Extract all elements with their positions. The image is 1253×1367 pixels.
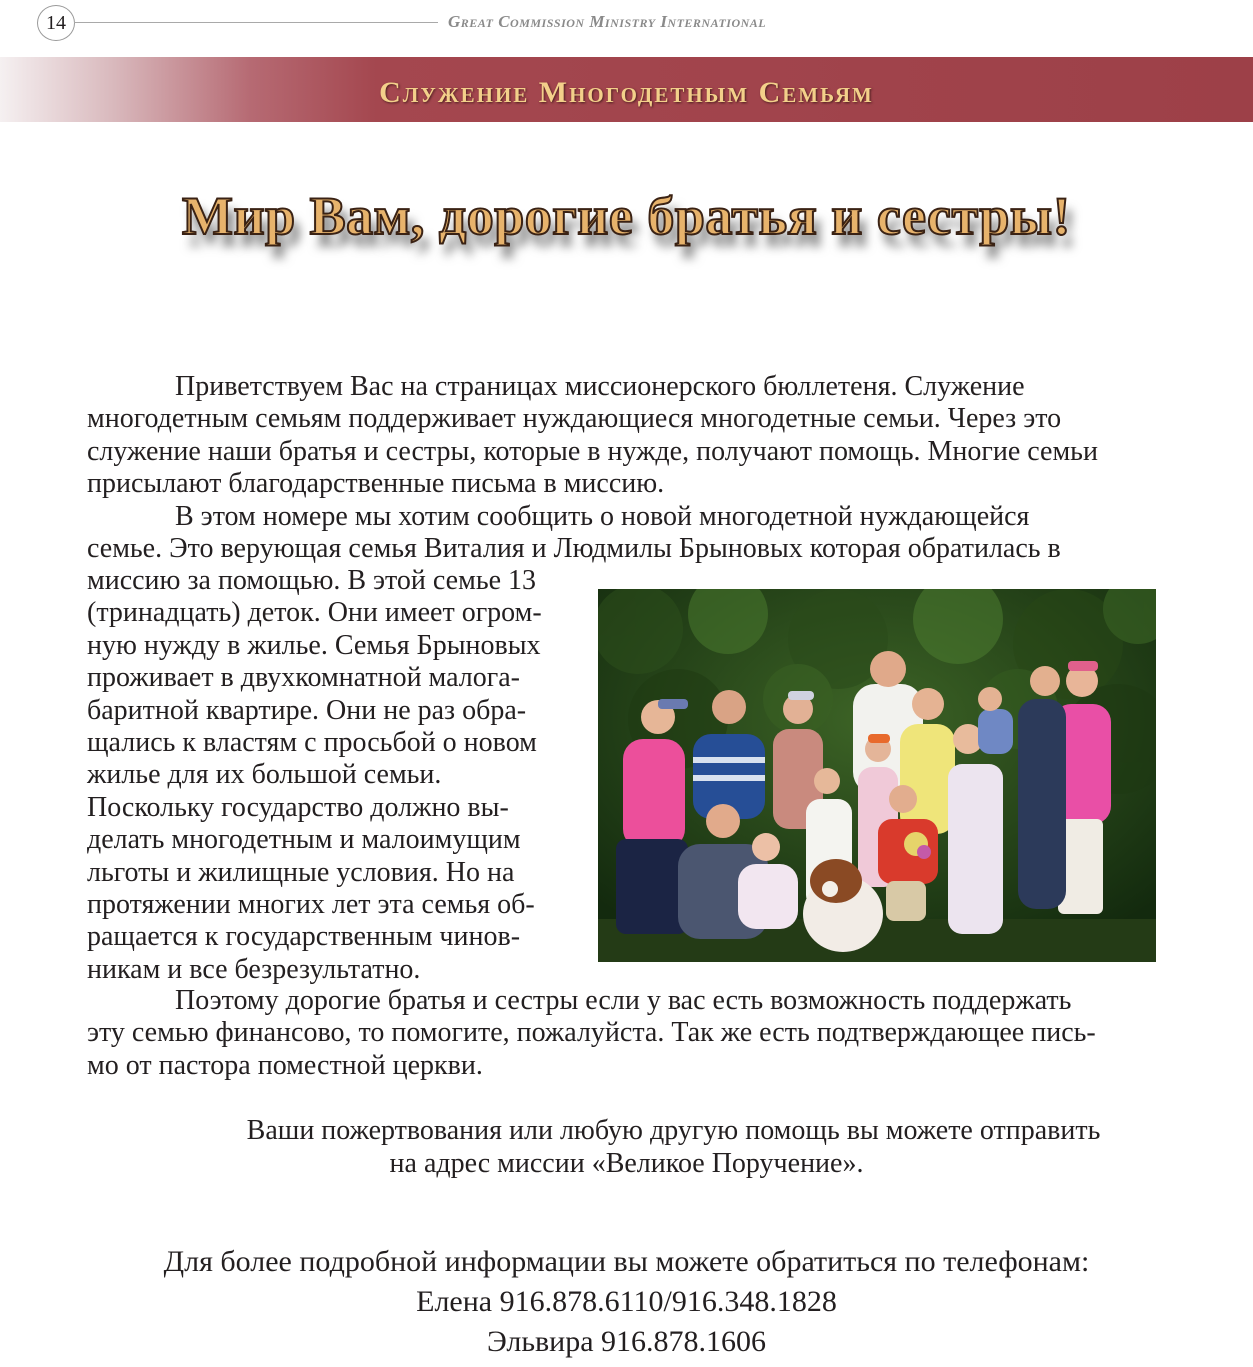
- text-line: жилье для их большой семьи.: [87, 759, 442, 791]
- text-line: присылают благодарственные письма в миссию.: [87, 468, 665, 500]
- text-line: семье. Это верующая семья Виталия и Людмилы Брыновых которая обратилась в: [87, 533, 1061, 565]
- text-line: баритной квартире. Они не раз обра-: [87, 694, 527, 726]
- donation-note: [0, 1114, 1253, 1180]
- section-banner: [0, 57, 1253, 122]
- header-divider: [74, 22, 438, 23]
- text-line: щались к властям с просьбой о новом: [87, 727, 537, 759]
- text-line: служение наши братья и сестры, которые в нужде, получают помощь. Многие семьи: [87, 435, 1098, 467]
- text-line: мо от пастора поместной церкви.: [87, 1049, 483, 1081]
- contact-phone-elena: Елена 916.878.6110/916.348.1828: [416, 1285, 837, 1318]
- contact-phone-elvira: Эльвира 916.878.1606: [486, 1325, 767, 1358]
- paragraph-appeal: [87, 985, 1167, 1082]
- paragraph-family-details: [87, 565, 542, 986]
- text-line: миссию за помощью. В этой семье 13: [87, 565, 537, 596]
- text-line: (тринадцать) деток. Они имеет огром-: [87, 597, 542, 629]
- text-line: Поскольку государство должно вы-: [87, 791, 509, 823]
- text-line: Ваши пожертвования или любую другую помощь вы можете отправить: [246, 1115, 1101, 1146]
- text-line: ращается к государственным чинов-: [87, 921, 521, 953]
- family-photo: [598, 589, 1156, 962]
- text-line: многодетным семьям поддерживает нуждающиеся многодетные семьи. Через это: [87, 403, 1062, 435]
- text-line: на адрес миссии «Великое Поручение».: [389, 1148, 864, 1179]
- text-line: делать многодетным и малоимущим: [87, 824, 521, 856]
- text-line: Поэтому дорогие братья и сестры если у вас есть возможность поддержать: [175, 985, 1072, 1016]
- contact-intro: Для более подробной информации вы можете обратиться по телефонам:: [163, 1245, 1090, 1278]
- text-line: проживает в двухкомнатной малога-: [87, 662, 520, 694]
- page-number: 14: [37, 5, 75, 41]
- text-line: протяжении многих лет эта семья об-: [87, 889, 535, 921]
- paragraph-new-family: [87, 501, 1167, 566]
- text-line: В этом номере мы хотим сообщить о новой многодетной нуждающейся: [175, 501, 1030, 532]
- text-line: эту семью финансово, то помогите, пожалуйста. Так же есть подтверждающее пись-: [87, 1017, 1096, 1049]
- paragraph-intro: [87, 371, 1167, 501]
- text-line: льготы и жилищные условия. Но на: [87, 856, 515, 888]
- contact-info: [0, 1242, 1253, 1362]
- page-header: [0, 0, 1253, 50]
- section-title: Служение Многодетным Семьям: [379, 76, 874, 109]
- greeting-headline: Мир Вам, дорогие братья и сестры!: [182, 186, 1071, 246]
- text-line: Приветствуем Вас на страницах миссионерского бюллетеня. Служение: [175, 371, 1025, 402]
- family-photo-illustration: [598, 589, 1156, 962]
- text-line: никам и все безрезультатно.: [87, 953, 421, 985]
- text-line: ную нужду в жилье. Семья Брыновых: [87, 629, 541, 661]
- organization-name: Great Commission Ministry International: [448, 12, 767, 31]
